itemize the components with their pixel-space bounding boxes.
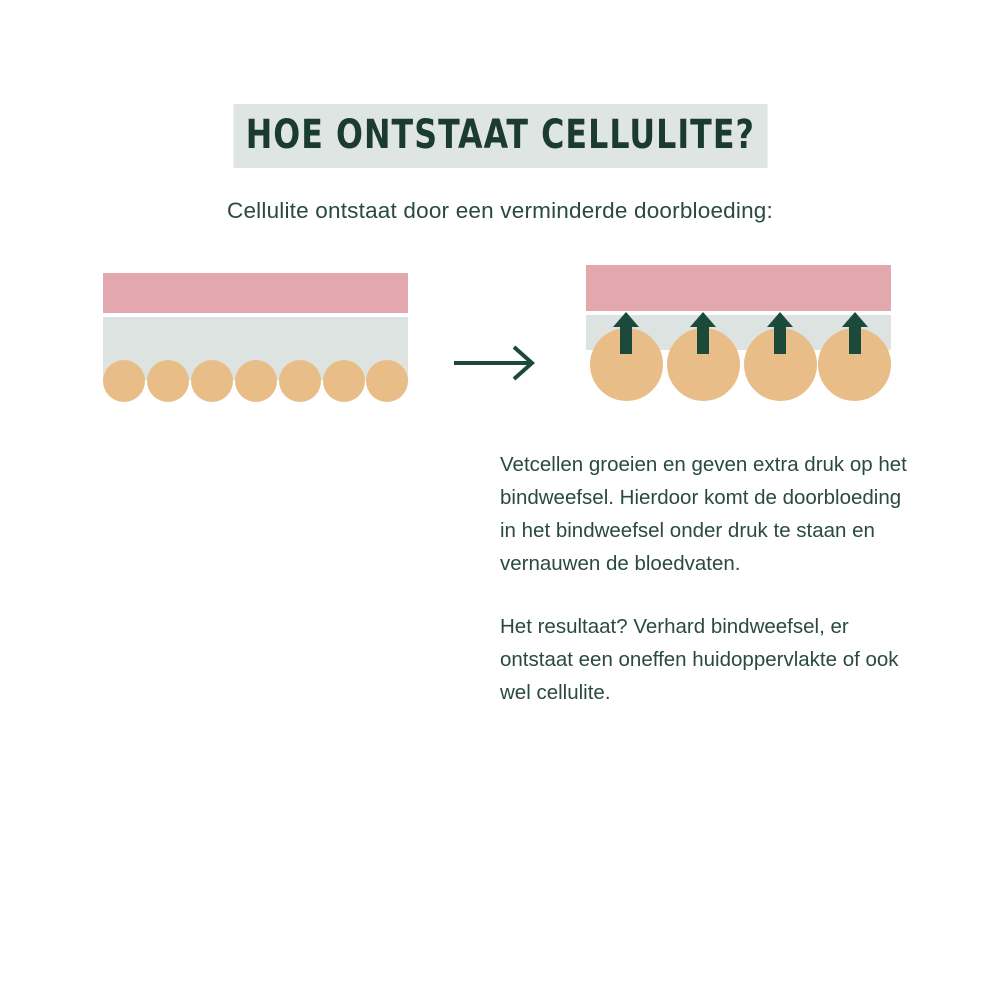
arrow-right-icon xyxy=(452,343,552,383)
pressure-arrow-up-icon xyxy=(842,312,868,354)
skin-layer-right xyxy=(586,265,891,311)
page-title-wrapper xyxy=(0,104,1000,168)
fat-cell xyxy=(366,360,408,402)
pressure-arrow-up-icon xyxy=(767,312,793,354)
fat-cell xyxy=(103,360,145,402)
paragraph-pressure: Vetcellen groeien en geven extra druk op het bindweefsel. Hierdoor komt de doorbloeding in het bindweefsel onder druk te staan en vernauwen de bloedvaten. xyxy=(500,453,907,575)
page-title: HOE ONTSTAAT CELLULITE? xyxy=(233,104,767,168)
diagram-right-panel xyxy=(586,265,891,435)
fat-cell xyxy=(147,360,189,402)
skin-layer-left xyxy=(103,273,408,313)
pressure-arrow-up-icon xyxy=(613,312,639,354)
fat-cell xyxy=(235,360,277,402)
cellulite-diagram xyxy=(0,255,1000,445)
fat-cell xyxy=(191,360,233,402)
diagram-left-panel xyxy=(103,273,408,443)
explanation-text xyxy=(500,448,920,709)
fat-cell xyxy=(279,360,321,402)
subtitle: Cellulite ontstaat door een verminderde doorbloeding: xyxy=(227,198,773,223)
fat-cell xyxy=(323,360,365,402)
pressure-arrow-up-icon xyxy=(690,312,716,354)
paragraph-result: Het resultaat? Verhard bindweefsel, er ontstaat een oneffen huidoppervlakte of ook wel cellulite. xyxy=(500,615,899,704)
